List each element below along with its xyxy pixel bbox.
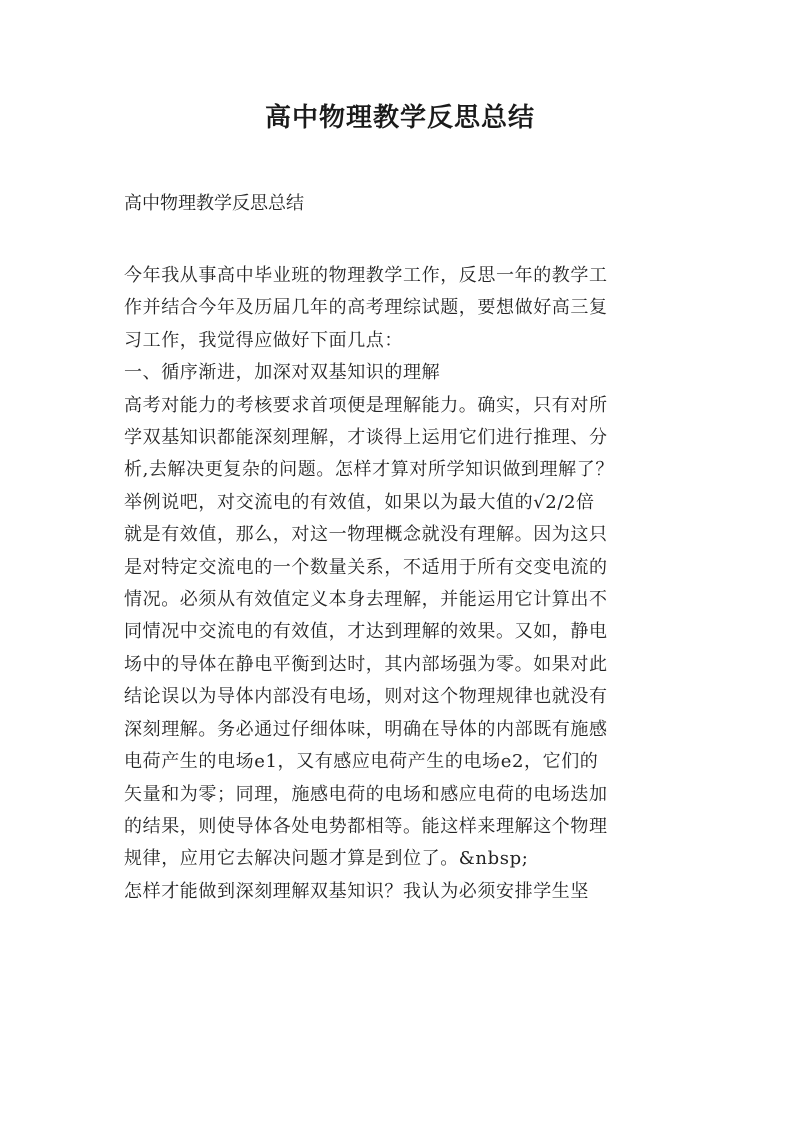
body-line: 场中的导体在静电平衡到达时，其内部场强为零。如果对此 xyxy=(124,653,608,675)
body-line: 情况。必须从有效值定义本身去理解，并能运用它计算出不 xyxy=(124,589,608,611)
document-subtitle: 高中物理教学反思总结 xyxy=(124,193,304,214)
body-line: 结论误以为导体内部没有电场，则对这个物理规律也就没有 xyxy=(124,686,608,708)
body-line: 矢量和为零；同理，施感电荷的电场和感应电荷的电场迭加 xyxy=(124,783,608,805)
body-line: 今年我从事高中毕业班的物理教学工作，反思一年的教学工 xyxy=(124,265,608,286)
section-heading: 一、循序渐进，加深对双基知识的理解 xyxy=(124,362,441,384)
body-line: 是对特定交流电的一个数量关系，不适用于所有交变电流的 xyxy=(124,556,608,578)
body-line: 析,去解决更复杂的问题。怎样才算对所学知识做到理解了？ xyxy=(124,459,614,481)
document-title: 高中物理教学反思总结 xyxy=(264,103,535,133)
body-line: 作并结合今年及历届几年的高考理综试题，要想做好高三复 xyxy=(124,297,608,319)
body-line: 的结果，则使导体各处电势都相等。能这样来理解这个物理 xyxy=(124,815,608,837)
body-line: 习工作，我觉得应做好下面几点： xyxy=(124,329,403,351)
body-line: 就是有效值，那么，对这一物理概念就没有理解。因为这只 xyxy=(124,524,608,546)
body-line: 学双基知识都能深刻理解，才谈得上运用它们进行推理、分 xyxy=(124,427,608,449)
body-line: 电荷产生的电场e1，又有感应电荷产生的电场e2，它们的 xyxy=(124,751,599,773)
body-line: 深刻理解。务必通过仔细体味，明确在导体的内部既有施感 xyxy=(124,718,608,740)
body-line: 同情况中交流电的有效值，才达到理解的效果。又如，静电 xyxy=(124,621,608,643)
body-line: 举例说吧，对交流电的有效值，如果以为最大值的√2/2倍 xyxy=(124,491,595,513)
body-line: 规律，应用它去解决问题才算是到位了。&nbsp; xyxy=(124,848,529,870)
body-line: 怎样才能做到深刻理解双基知识？我认为必须安排学生坚 xyxy=(124,880,589,902)
document-body xyxy=(124,260,684,908)
body-line: 高考对能力的考核要求首项便是理解能力。确实，只有对所 xyxy=(124,394,608,416)
